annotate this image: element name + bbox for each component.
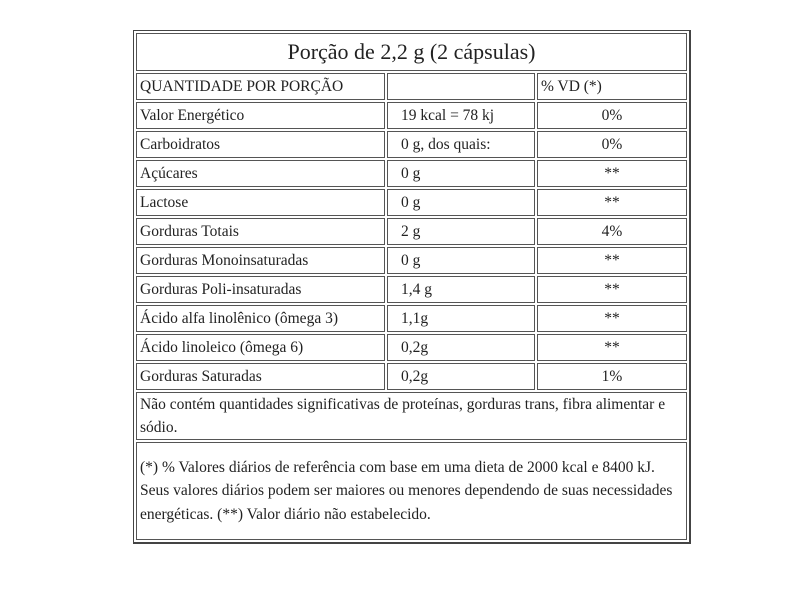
- table-row: [136, 276, 687, 303]
- nutrient-vd: **: [537, 305, 687, 332]
- table-row: [136, 131, 687, 158]
- table-row: [136, 305, 687, 332]
- nutrient-amount: 0 g, dos quais:: [387, 131, 535, 158]
- header-row: [136, 73, 687, 100]
- table-row: [136, 102, 687, 129]
- nutrient-amount: 0 g: [387, 160, 535, 187]
- nutrient-name: Gorduras Poli-insaturadas: [136, 276, 385, 303]
- nutrient-vd: 1%: [537, 363, 687, 390]
- nutrient-amount: 0 g: [387, 247, 535, 274]
- nutrition-facts-table: [133, 30, 691, 544]
- nutrient-name: Lactose: [136, 189, 385, 216]
- serving-size-title: Porção de 2,2 g (2 cápsulas): [136, 33, 687, 71]
- table-row: [136, 363, 687, 390]
- nutrient-name: Gorduras Monoinsaturadas: [136, 247, 385, 274]
- table-row: [136, 247, 687, 274]
- table-row: [136, 189, 687, 216]
- nutrient-name: Gorduras Saturadas: [136, 363, 385, 390]
- nutrient-name: Gorduras Totais: [136, 218, 385, 245]
- nutrient-vd: **: [537, 276, 687, 303]
- header-vd: % VD (*): [537, 73, 687, 100]
- footnote-text: (*) % Valores diários de referência com base em uma dieta de 2000 kcal e 8400 kJ. Seus valores diários podem ser maiores ou menores dependendo de suas necessidades energéticas. (**) Valor diário não estabelecido.: [136, 442, 687, 540]
- nutrient-vd: 4%: [537, 218, 687, 245]
- nutrient-vd: **: [537, 334, 687, 361]
- nutrient-name: Ácido linoleico (ômega 6): [136, 334, 385, 361]
- nutrient-vd: **: [537, 189, 687, 216]
- nutrient-name: Ácido alfa linolênico (ômega 3): [136, 305, 385, 332]
- header-quantity: QUANTIDADE POR PORÇÃO: [136, 73, 385, 100]
- nutrient-name: Açúcares: [136, 160, 385, 187]
- nutrient-amount: 2 g: [387, 218, 535, 245]
- nutrient-amount: 0 g: [387, 189, 535, 216]
- nutrient-name: Carboidratos: [136, 131, 385, 158]
- table-row: [136, 160, 687, 187]
- nutrient-vd: **: [537, 247, 687, 274]
- table-row: [136, 334, 687, 361]
- nutrient-amount: 19 kcal = 78 kj: [387, 102, 535, 129]
- nutrient-amount: 1,4 g: [387, 276, 535, 303]
- header-amount: [387, 73, 535, 100]
- table-row: [136, 218, 687, 245]
- nutrient-vd: **: [537, 160, 687, 187]
- nutrient-vd: 0%: [537, 131, 687, 158]
- nutrient-amount: 0,2g: [387, 334, 535, 361]
- note-text: Não contém quantidades significativas de proteínas, gorduras trans, fibra alimentar e sódio.: [136, 392, 687, 440]
- nutrient-vd: 0%: [537, 102, 687, 129]
- nutrient-amount: 1,1g: [387, 305, 535, 332]
- nutrient-name: Valor Energético: [136, 102, 385, 129]
- nutrient-amount: 0,2g: [387, 363, 535, 390]
